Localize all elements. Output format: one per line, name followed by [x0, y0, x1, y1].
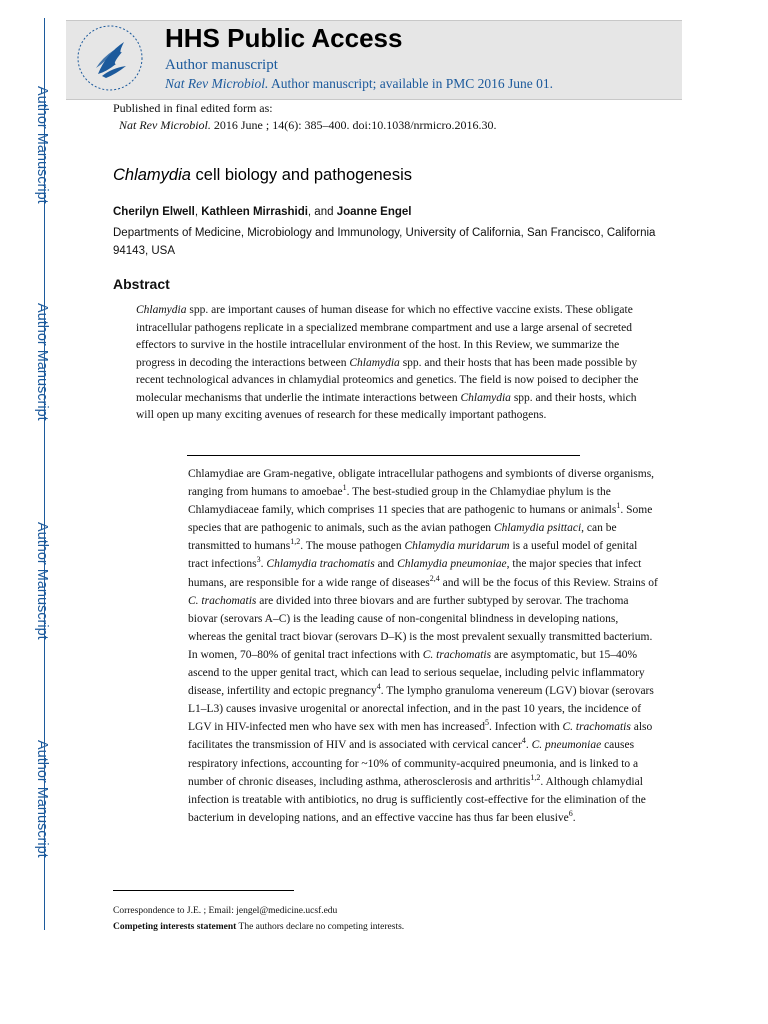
italic-term: Chlamydia — [349, 356, 400, 369]
text-run: . Infection with — [489, 721, 563, 734]
author-name: Cherilyn Elwell — [113, 206, 195, 218]
banner-subtitle: Author manuscript — [165, 57, 278, 73]
author-name: Joanne Engel — [336, 206, 412, 218]
article-title-rest: cell biology and pathogenesis — [190, 166, 413, 184]
italic-term: C. pneumoniae — [531, 739, 602, 752]
published-journal: Nat Rev Microbiol. — [119, 118, 211, 132]
text-run: , the major species that infect humans, are responsible for a wide range of diseases — [188, 558, 642, 589]
text-run: are asymptomatic, but 15–40% ascend to the upper genital tract, which can lead to serious sequelae, including pelvic inflammatory disease, infertility and ectopic pregnancy — [188, 648, 645, 698]
abstract-paragraph — [136, 302, 656, 425]
abstract-text — [136, 302, 656, 425]
text-run: . The mouse pathogen — [300, 540, 405, 553]
banner-journal: Nat Rev Microbiol. — [165, 76, 269, 91]
banner-title: HHS Public Access — [165, 23, 403, 53]
reference-marker: 5 — [485, 718, 490, 728]
reference-marker: 1,2 — [530, 772, 541, 782]
text-run: . — [260, 558, 267, 571]
hhs-eagle-logo-icon — [76, 24, 144, 92]
reference-marker: 4 — [376, 682, 381, 692]
italic-term: Chlamydia muridarum — [404, 540, 510, 553]
published-label: Published in final edited form as: — [113, 101, 273, 115]
text-run: . The best-studied group in the Chlamydiae phylum is the Chlamydiaceae family, which comprises 11 species that are pathogenic to humans or animals — [188, 486, 617, 517]
footnote-divider — [113, 890, 294, 891]
article-title-italic: Chlamydia — [113, 166, 191, 184]
published-info — [113, 100, 497, 134]
text-run: and — [374, 558, 398, 571]
text-run: spp. are important causes of human disease for which no effective vaccine exists. These obligate intracellular pathogens replicate in a specialized membrane compartment and use a large arsenal of secreted effectors to survive in the hostile intracellular environment of the host. In this Review, we summarize the progress in decoding the interactions between — [136, 304, 633, 369]
text-run: . Although chlamydial infection is treatable with antibiotics, no drug is sufficiently cost-effective for the elimination of the bacterium in developing nations, and an effective vaccine has thus far been elusive — [188, 775, 646, 824]
reference-marker: 1 — [616, 501, 621, 511]
text-run: . — [525, 739, 532, 752]
reference-marker: 4 — [521, 736, 526, 746]
italic-term: Chlamydia psittaci — [493, 522, 582, 535]
author-list: Cherilyn Elwell, Kathleen Mirrashidi, and Joanne Engel — [113, 206, 412, 218]
reference-marker: 2,4 — [429, 573, 440, 583]
text-run: . The lympho granuloma venereum (LGV) biovar (serovars L1–L3) causes invasive urogenital or anorectal infection, and in the past 10 years, the incidence of LGV in HIV-infected men who have sex with men has increased — [188, 685, 654, 734]
footnotes — [113, 903, 404, 935]
sidebar-label-1: Author Manuscript — [34, 86, 50, 204]
competing-interests-note — [113, 919, 404, 935]
text-run: is a useful model of genital tract infections — [188, 540, 638, 571]
italic-term: Chlamydia — [460, 391, 511, 404]
body-text — [188, 465, 658, 827]
sidebar-label-2: Author Manuscript — [34, 303, 50, 421]
competing-interests-text: The authors declare no competing interests. — [236, 922, 405, 932]
text-run: and will be the focus of this Review. Strains of — [439, 576, 658, 589]
section-divider — [187, 455, 580, 456]
affiliation: Departments of Medicine, Microbiology and Immunology, University of California, San Francisco, California 94143, USA — [113, 227, 656, 257]
reference-marker: 3 — [256, 555, 261, 565]
text-run: causes respiratory infections, accounting for ~10% of community-acquired pneumonia, and is linked to a number of chronic diseases, including asthma, atherosclerosis and arthritis — [188, 739, 639, 788]
italic-term: Chlamydia pneumoniae — [397, 558, 507, 571]
reference-marker: 1,2 — [290, 537, 301, 547]
italic-term: Chlamydia — [136, 304, 187, 316]
text-run: , can be transmitted to humans — [188, 522, 617, 553]
text-run: spp. and their hosts that has been made possible by recent technological advances in chlamydial proteomics and genetics. The field is now poised to decipher the molecular mechanisms that underlie the intimate interactions between — [136, 356, 639, 404]
text-run: are divided into three biovars and are further subtyped by serovar. The trachoma biovar (serovars A–C) is the leading cause of non-congenital blindness in developing nations, whereas the genital tract biovar (serovars D–K) is the most prevalent sexually transmitted bacterium. In women, 70–80% of genital tract infections with — [188, 594, 653, 661]
abstract-heading: Abstract — [113, 276, 170, 292]
italic-term: Chlamydia trachomatis — [266, 558, 375, 571]
italic-term: C. trachomatis — [422, 648, 492, 661]
sidebar-label-4: Author Manuscript — [34, 740, 50, 858]
text-run: Chlamydiae are Gram-negative, obligate intracellular pathogens and symbionts of diverse organisms, ranging from humans to amoebae — [188, 468, 655, 499]
reference-marker: 1 — [342, 483, 347, 493]
sidebar-label-3: Author Manuscript — [34, 522, 50, 640]
author-name: Kathleen Mirrashidi — [201, 206, 308, 218]
italic-term: C. trachomatis — [562, 721, 631, 734]
banner-availability: Author manuscript; available in PMC 2016 June 01. — [268, 76, 553, 91]
competing-interests-label: Competing interests statement — [113, 922, 237, 932]
text-run: also facilitates the transmission of HIV and is associated with cervical cancer — [188, 721, 653, 752]
text-run: . Some species that are pathogenic to animals, such as the avian pathogen — [188, 504, 653, 535]
article-title — [113, 166, 412, 185]
banner-citation — [165, 76, 553, 92]
text-run: . — [572, 811, 576, 824]
published-citation-text: 2016 June ; 14(6): 385–400. doi:10.1038/nrmicro.2016.30. — [210, 118, 497, 132]
body-paragraph — [188, 465, 658, 827]
text-run: spp. and their hosts, which will open up many exciting avenues of research for these medically important pathogens. — [136, 391, 637, 421]
reference-marker: 6 — [568, 808, 573, 818]
correspondence-note: Correspondence to J.E. ; Email: jengel@medicine.ucsf.edu — [113, 906, 338, 916]
published-citation — [113, 117, 497, 134]
italic-term: C. trachomatis — [188, 594, 257, 607]
